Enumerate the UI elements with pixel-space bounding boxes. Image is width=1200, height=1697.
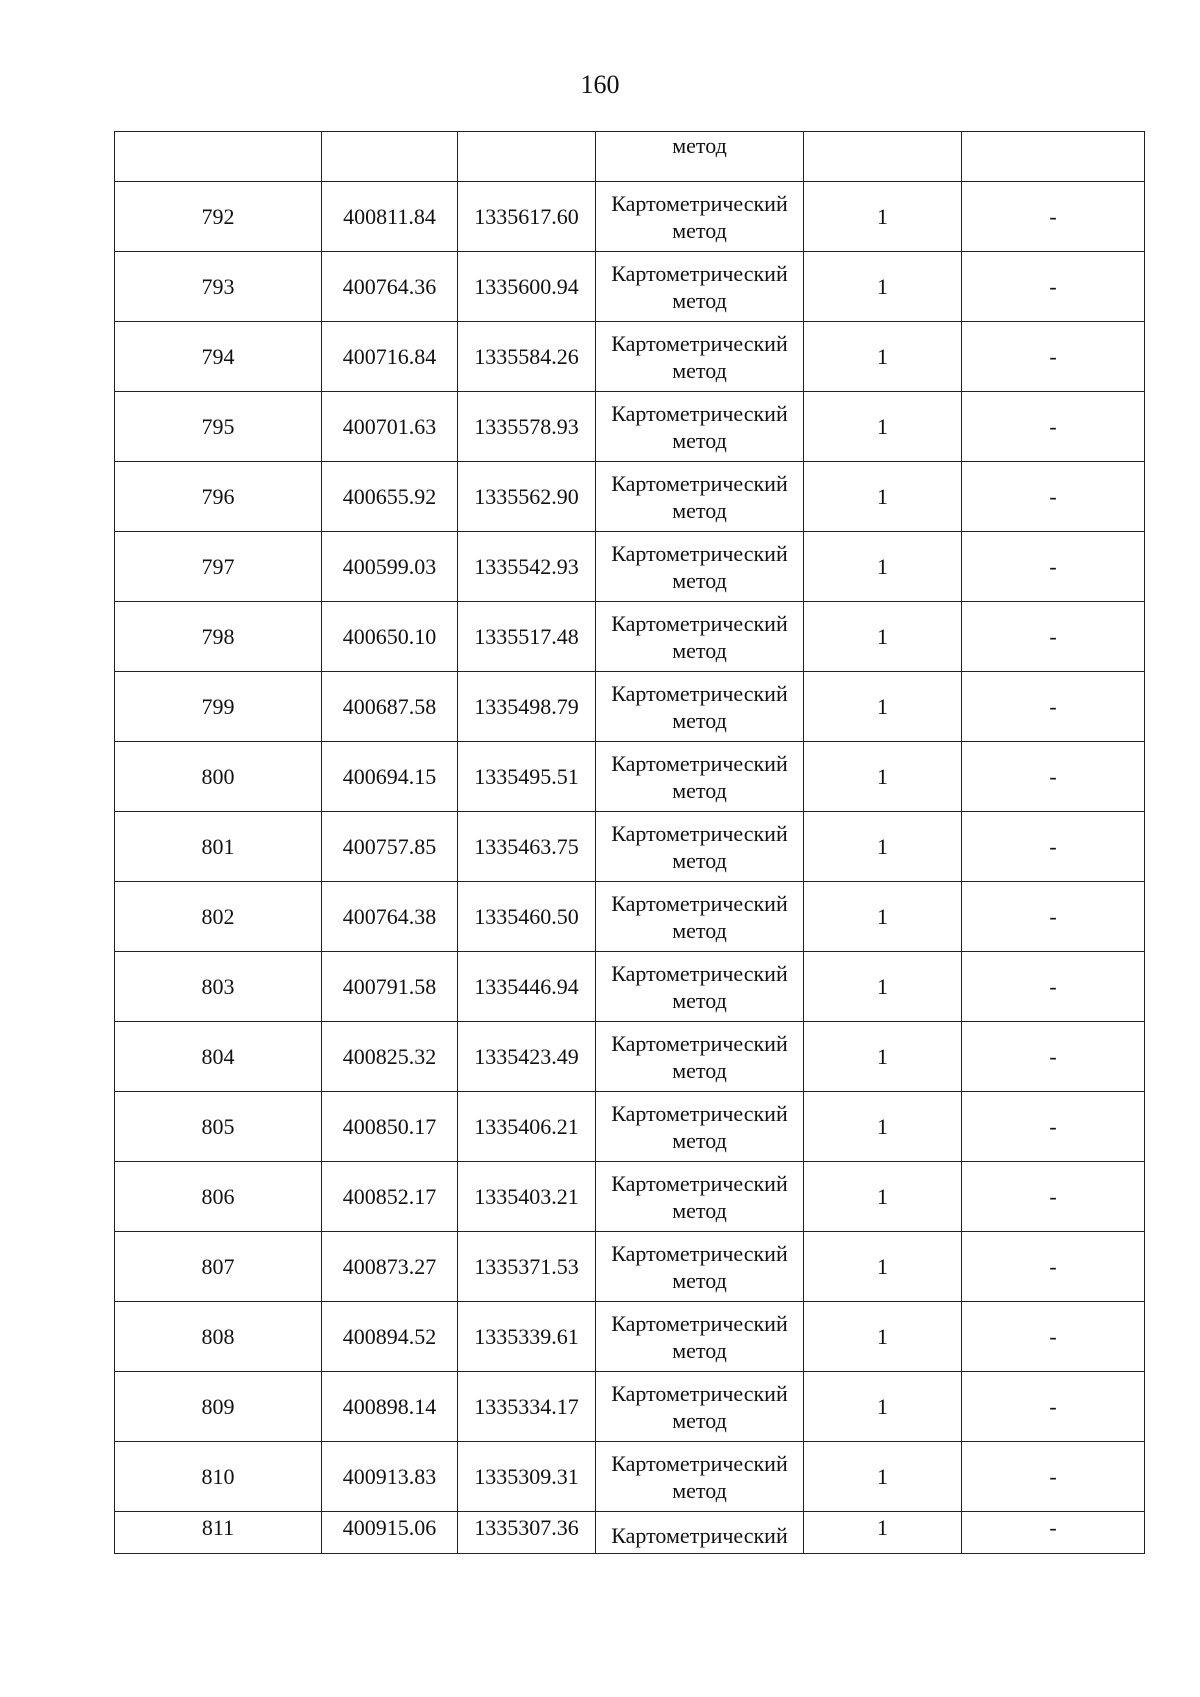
method-text-line2: метод — [672, 427, 727, 453]
cell-method — [596, 1442, 804, 1512]
cell-point-number: 806 — [115, 1162, 322, 1232]
cell-x-coordinate: 400757.85 — [322, 812, 458, 882]
method-text-line2: метод — [672, 847, 727, 873]
cell-accuracy: 1 — [804, 882, 962, 952]
method-text-line2: метод — [672, 777, 727, 803]
method-text-line2: метод — [672, 917, 727, 943]
cell-note: - — [962, 532, 1145, 602]
cell-note: - — [962, 1022, 1145, 1092]
cell-note: - — [962, 812, 1145, 882]
cell-point-number: 796 — [115, 462, 322, 532]
cell-method — [596, 672, 804, 742]
cell-note: - — [962, 1372, 1145, 1442]
cell-y-coordinate: 1335406.21 — [458, 1092, 596, 1162]
table-row — [115, 1302, 1145, 1372]
cell-method — [596, 392, 804, 462]
table-row — [115, 602, 1145, 672]
table-row — [115, 1022, 1145, 1092]
cell-y-coordinate: 1335562.90 — [458, 462, 596, 532]
cell-point-number: 801 — [115, 812, 322, 882]
cell-y-coordinate: 1335339.61 — [458, 1302, 596, 1372]
cell-accuracy: 1 — [804, 812, 962, 882]
method-text-line2: метод — [672, 567, 727, 593]
cell-y-coordinate — [458, 1512, 596, 1554]
cell-note: - — [962, 252, 1145, 322]
page-number: 160 — [580, 70, 620, 99]
cell-x-coordinate: 400694.15 — [322, 742, 458, 812]
cell-accuracy: 1 — [804, 322, 962, 392]
table-row-last — [115, 1512, 1145, 1554]
cell-point-number-text: 811 — [201, 1515, 235, 1540]
cell-point-number: 807 — [115, 1232, 322, 1302]
cell-method — [596, 602, 804, 672]
cell-point-number: 804 — [115, 1022, 322, 1092]
cell-accuracy-text: 1 — [877, 1515, 888, 1540]
cell-point-number: 800 — [115, 742, 322, 812]
table-row-continued — [115, 132, 1145, 182]
cell-method — [596, 1512, 804, 1554]
table-row — [115, 182, 1145, 252]
method-text-line1: Картометрический — [611, 540, 788, 566]
cell-accuracy: 1 — [804, 1022, 962, 1092]
cell-accuracy: 1 — [804, 1092, 962, 1162]
cell-note: - — [962, 182, 1145, 252]
cell-x-coordinate: 400852.17 — [322, 1162, 458, 1232]
cell-point-number: 799 — [115, 672, 322, 742]
method-text-line1: Картометрический — [611, 960, 788, 986]
cell-x-coordinate: 400764.36 — [322, 252, 458, 322]
method-text-line1: Картометрический — [611, 330, 788, 356]
cell-accuracy — [804, 132, 962, 182]
cell-method — [596, 322, 804, 392]
cell-y-coordinate: 1335446.94 — [458, 952, 596, 1022]
cell-x-coordinate: 400655.92 — [322, 462, 458, 532]
cell-accuracy: 1 — [804, 1162, 962, 1232]
cell-point-number: 795 — [115, 392, 322, 462]
cell-y-coordinate: 1335517.48 — [458, 602, 596, 672]
method-text-line1: Картометрический — [611, 470, 788, 496]
cell-method — [596, 532, 804, 602]
method-text-line2: метод — [672, 287, 727, 313]
cell-note: - — [962, 1232, 1145, 1302]
table-row — [115, 1232, 1145, 1302]
cell-accuracy: 1 — [804, 532, 962, 602]
cell-method — [596, 952, 804, 1022]
cell-note: - — [962, 1092, 1145, 1162]
cell-accuracy: 1 — [804, 742, 962, 812]
method-text-line1: Картометрический — [611, 1450, 788, 1476]
table-row — [115, 812, 1145, 882]
cell-x-coordinate: 400650.10 — [322, 602, 458, 672]
cell-point-number: 798 — [115, 602, 322, 672]
method-text-line2: метод — [672, 1337, 727, 1363]
table-row — [115, 672, 1145, 742]
cell-note: - — [962, 952, 1145, 1022]
cell-y-coordinate: 1335403.21 — [458, 1162, 596, 1232]
method-text-line1: Картометрический — [611, 750, 788, 776]
cell-accuracy: 1 — [804, 602, 962, 672]
method-text-line1: Картометрический — [611, 1170, 788, 1196]
cell-method — [596, 462, 804, 532]
cell-method — [596, 182, 804, 252]
cell-note: - — [962, 1442, 1145, 1512]
cell-x-coordinate: 400894.52 — [322, 1302, 458, 1372]
cell-note: - — [962, 882, 1145, 952]
cell-y-coordinate: 1335578.93 — [458, 392, 596, 462]
cell-note — [962, 132, 1145, 182]
cell-method — [596, 1372, 804, 1442]
cell-y-coordinate: 1335542.93 — [458, 532, 596, 602]
cell-accuracy: 1 — [804, 392, 962, 462]
cell-y-coordinate: 1335463.75 — [458, 812, 596, 882]
method-text-line1: Картометрический — [611, 1100, 788, 1126]
cell-point-number: 802 — [115, 882, 322, 952]
cell-point-number: 792 — [115, 182, 322, 252]
cell-note: - — [962, 742, 1145, 812]
table-row — [115, 1442, 1145, 1512]
cell-point-number: 810 — [115, 1442, 322, 1512]
cell-point-number — [115, 1512, 322, 1554]
table-row — [115, 392, 1145, 462]
cell-note-text: - — [1049, 1515, 1057, 1540]
cell-point-number: 808 — [115, 1302, 322, 1372]
method-text-line1: Картометрический — [611, 1030, 788, 1056]
cell-y-coordinate: 1335423.49 — [458, 1022, 596, 1092]
method-text-line1: Картометрический — [611, 260, 788, 286]
cell-point-number: 803 — [115, 952, 322, 1022]
cell-method — [596, 812, 804, 882]
cell-note: - — [962, 462, 1145, 532]
cell-x-coordinate: 400716.84 — [322, 322, 458, 392]
cell-accuracy: 1 — [804, 1232, 962, 1302]
cell-y-coordinate: 1335460.50 — [458, 882, 596, 952]
table-row — [115, 252, 1145, 322]
cell-point-number: 794 — [115, 322, 322, 392]
cell-accuracy: 1 — [804, 1302, 962, 1372]
method-text: метод — [672, 133, 727, 158]
method-text-line1: Картометрический — [611, 890, 788, 916]
method-text-line1: Картометрический — [611, 610, 788, 636]
cell-x-coordinate — [322, 1512, 458, 1554]
cell-method — [596, 1232, 804, 1302]
cell-point-number: 809 — [115, 1372, 322, 1442]
cell-x-coordinate: 400850.17 — [322, 1092, 458, 1162]
table-row — [115, 952, 1145, 1022]
cell-y-coordinate: 1335584.26 — [458, 322, 596, 392]
table-row — [115, 322, 1145, 392]
table-row — [115, 1092, 1145, 1162]
cell-note: - — [962, 1162, 1145, 1232]
table-row — [115, 742, 1145, 812]
table-row — [115, 1372, 1145, 1442]
cell-y-coordinate: 1335495.51 — [458, 742, 596, 812]
cell-accuracy: 1 — [804, 182, 962, 252]
cell-y-coordinate: 1335309.31 — [458, 1442, 596, 1512]
cell-accuracy: 1 — [804, 462, 962, 532]
cell-x-coordinate: 400687.58 — [322, 672, 458, 742]
method-text-line1: Картометрический — [611, 1240, 788, 1266]
method-text-line2: метод — [672, 217, 727, 243]
cell-x-coordinate: 400913.83 — [322, 1442, 458, 1512]
coordinates-table — [114, 131, 1145, 1554]
cell-x-coordinate: 400701.63 — [322, 392, 458, 462]
cell-method-text: Картометрический — [611, 1523, 788, 1548]
cell-accuracy: 1 — [804, 672, 962, 742]
coordinates-table-body — [115, 132, 1145, 1554]
method-text-line1: Картометрический — [611, 680, 788, 706]
table-row — [115, 1162, 1145, 1232]
cell-x-coordinate: 400764.38 — [322, 882, 458, 952]
cell-method — [596, 882, 804, 952]
method-text-line2: метод — [672, 357, 727, 383]
cell-note: - — [962, 672, 1145, 742]
cell-y-coordinate: 1335600.94 — [458, 252, 596, 322]
cell-note: - — [962, 1302, 1145, 1372]
cell-method — [596, 742, 804, 812]
cell-accuracy: 1 — [804, 1372, 962, 1442]
cell-y-coordinate: 1335617.60 — [458, 182, 596, 252]
cell-method — [596, 1092, 804, 1162]
cell-x-coordinate-text: 400915.06 — [342, 1515, 437, 1540]
cell-x-coordinate: 400811.84 — [322, 182, 458, 252]
cell-point-number: 793 — [115, 252, 322, 322]
cell-y-coordinate: 1335498.79 — [458, 672, 596, 742]
cell-accuracy: 1 — [804, 952, 962, 1022]
table-row — [115, 882, 1145, 952]
cell-x-coordinate: 400873.27 — [322, 1232, 458, 1302]
method-text-line1: Картометрический — [611, 190, 788, 216]
method-text-line2: метод — [672, 1127, 727, 1153]
cell-x-coordinate: 400791.58 — [322, 952, 458, 1022]
cell-note: - — [962, 602, 1145, 672]
cell-y-coordinate-text: 1335307.36 — [474, 1515, 579, 1540]
method-text-line2: метод — [672, 1197, 727, 1223]
method-text-line2: метод — [672, 1057, 727, 1083]
cell-x-coordinate: 400898.14 — [322, 1372, 458, 1442]
cell-method — [596, 1302, 804, 1372]
method-text-line2: метод — [672, 987, 727, 1013]
cell-method — [596, 1022, 804, 1092]
table-row — [115, 462, 1145, 532]
method-text-line2: метод — [672, 1477, 727, 1503]
method-text-line2: метод — [672, 707, 727, 733]
cell-method — [596, 1162, 804, 1232]
cell-note — [962, 1512, 1145, 1554]
cell-method — [596, 132, 804, 182]
method-text-line2: метод — [672, 1267, 727, 1293]
cell-accuracy: 1 — [804, 252, 962, 322]
cell-y-coordinate: 1335371.53 — [458, 1232, 596, 1302]
method-text-line2: метод — [672, 637, 727, 663]
cell-x-coordinate: 400825.32 — [322, 1022, 458, 1092]
cell-point-number: 797 — [115, 532, 322, 602]
cell-x-coordinate — [322, 132, 458, 182]
cell-point-number: 805 — [115, 1092, 322, 1162]
method-text-line1: Картометрический — [611, 820, 788, 846]
cell-x-coordinate: 400599.03 — [322, 532, 458, 602]
cell-point-number — [115, 132, 322, 182]
cell-note: - — [962, 392, 1145, 462]
cell-y-coordinate: 1335334.17 — [458, 1372, 596, 1442]
cell-y-coordinate — [458, 132, 596, 182]
method-text-line1: Картометрический — [611, 1380, 788, 1406]
method-text-line1: Картометрический — [611, 400, 788, 426]
cell-accuracy — [804, 1512, 962, 1554]
method-text-line1: Картометрический — [611, 1310, 788, 1336]
method-text-line2: метод — [672, 1407, 727, 1433]
table-row — [115, 532, 1145, 602]
method-text-line2: метод — [672, 497, 727, 523]
cell-method — [596, 252, 804, 322]
cell-accuracy: 1 — [804, 1442, 962, 1512]
cell-note: - — [962, 322, 1145, 392]
